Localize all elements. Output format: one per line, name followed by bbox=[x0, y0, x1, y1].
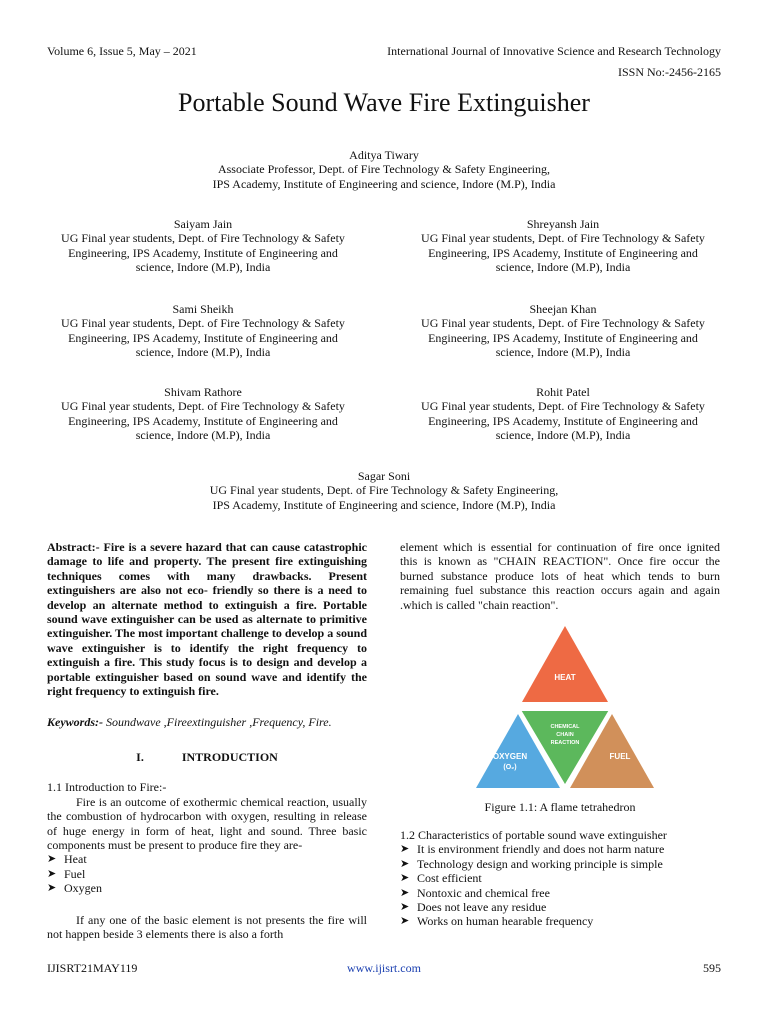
arrow-bullet-icon: ➤ bbox=[400, 857, 410, 870]
author-affiliation: Associate Professor, Dept. of Fire Technology & Safety Engineering, bbox=[217, 162, 551, 177]
volume-info: Volume 6, Issue 5, May – 2021 bbox=[47, 44, 197, 58]
list-item: ➤ Heat bbox=[47, 852, 87, 867]
author-name: Aditya Tiwary bbox=[349, 148, 419, 162]
arrow-bullet-icon: ➤ bbox=[400, 843, 410, 856]
list-item: ➤ Fuel bbox=[47, 866, 86, 881]
list-item: ➤ Works on human hearable frequency bbox=[400, 914, 594, 929]
fire-components-list bbox=[47, 852, 367, 895]
footer-website-wrap bbox=[0, 961, 768, 976]
author-affiliation: science, Indore (M.P), India bbox=[495, 427, 631, 442]
author-affiliation: IPS Academy, Institute of Engineering and science, Indore (M.P), India bbox=[212, 497, 556, 512]
author-block bbox=[38, 302, 368, 359]
fuel-label: FUEL bbox=[609, 752, 631, 761]
author-block bbox=[398, 302, 728, 359]
intro-paragraph: Fire is an outcome of exothermic chemical reaction, usually the combustion of hydrocarbon with oxygen, resulting in release of huge energy in form of heat, light and sound. Three basic components must be present to produce fire they are- bbox=[47, 794, 367, 852]
author-name: Shreyansh Jain bbox=[526, 217, 600, 231]
author-affiliation: Engineering, IPS Academy, Institute of Engineering and bbox=[68, 330, 338, 345]
author-block bbox=[398, 385, 728, 442]
oxygen-label: OXYGEN bbox=[492, 752, 528, 761]
list-item: ➤ Technology design and working principle is simple bbox=[400, 856, 663, 871]
arrow-bullet-icon: ➤ bbox=[400, 872, 410, 885]
author-affiliation: science, Indore (M.P), India bbox=[135, 259, 271, 274]
paper-title: Portable Sound Wave Fire Extinguisher bbox=[178, 88, 590, 117]
author-name: Sagar Soni bbox=[357, 469, 411, 483]
heat-label: HEAT bbox=[554, 673, 576, 682]
page-number: 595 bbox=[703, 961, 721, 975]
author-affiliation: science, Indore (M.P), India bbox=[135, 344, 271, 359]
list-item: ➤ Cost efficient bbox=[400, 871, 482, 886]
characteristics-list bbox=[400, 842, 720, 928]
center-label-line1: CHEMICAL bbox=[550, 724, 580, 730]
list-item: ➤ It is environment friendly and does not harm nature bbox=[400, 842, 665, 857]
abstract-text: Fire is a severe hazard that can cause catastrophic damage to life and property. The present fire extinguishing techniques comes with many drawbacks. Present extinguishers are also not eco- friendly so there is a need to develop an alternate method to extinguish a fire. Portable sound wave extinguisher can be used as alternate to primitive extinguisher. The most important challenge to develop a sound wave extinguisher is to identify the right frequency to extinguish a fire. This study focus is to design and develop a portable extinguisher based on sound wave and identify the right frequency to extinguish fire. bbox=[47, 540, 367, 699]
lead-author-block bbox=[0, 148, 768, 191]
author-affiliation: UG Final year students, Dept. of Fire Technology & Safety Engineering, bbox=[209, 483, 559, 498]
author-affiliation: science, Indore (M.P), India bbox=[495, 344, 631, 359]
arrow-bullet-icon: ➤ bbox=[400, 915, 410, 928]
abstract-label: Abstract:- bbox=[47, 540, 100, 554]
keywords bbox=[47, 715, 367, 729]
section-heading bbox=[47, 750, 367, 764]
author-affiliation: IPS Academy, Institute of Engineering and science, Indore (M.P), India bbox=[212, 176, 556, 191]
author-affiliation: Engineering, IPS Academy, Institute of Engineering and bbox=[428, 413, 698, 428]
author-affiliation: UG Final year students, Dept. of Fire Technology & Safety bbox=[421, 316, 705, 331]
author-affiliation: UG Final year students, Dept. of Fire Technology & Safety bbox=[421, 399, 705, 414]
author-block bbox=[38, 217, 368, 274]
author-name: Sami Sheikh bbox=[172, 302, 234, 316]
keywords-text: Soundwave ,Fireextinguisher ,Frequency, Fire. bbox=[103, 715, 332, 730]
author-affiliation: science, Indore (M.P), India bbox=[495, 259, 631, 274]
author-affiliation: Engineering, IPS Academy, Institute of Engineering and bbox=[68, 413, 338, 428]
center-label-line2: CHAIN bbox=[556, 732, 574, 738]
author-affiliation: UG Final year students, Dept. of Fire Technology & Safety bbox=[61, 231, 345, 246]
arrow-bullet-icon: ➤ bbox=[47, 853, 57, 866]
author-affiliation: UG Final year students, Dept. of Fire Technology & Safety bbox=[61, 316, 345, 331]
arrow-bullet-icon: ➤ bbox=[47, 882, 57, 895]
section-number: I. bbox=[136, 749, 144, 764]
center-label-line3: REACTION bbox=[550, 740, 580, 746]
keywords-label: Keywords:- bbox=[47, 715, 103, 730]
intro-paragraph-2: If any one of the basic element is not presents the fire will not happen beside 3 elements there is also a forth bbox=[47, 912, 367, 941]
author-block bbox=[398, 217, 728, 274]
abstract bbox=[47, 540, 367, 698]
issn: ISSN No:-2456-2165 bbox=[617, 65, 721, 79]
heat-triangle bbox=[522, 626, 608, 702]
author-name: Saiyam Jain bbox=[173, 217, 233, 231]
author-affiliation: science, Indore (M.P), India bbox=[135, 427, 271, 442]
subsection-title: 1.2 Characteristics of portable sound wave extinguisher bbox=[400, 828, 667, 842]
right-column bbox=[400, 540, 720, 612]
journal-name: International Journal of Innovative Science and Research Technology bbox=[387, 44, 721, 58]
left-column bbox=[47, 540, 367, 941]
list-item: ➤ Oxygen bbox=[47, 881, 102, 896]
list-item: ➤ Does not leave any residue bbox=[400, 900, 547, 915]
last-author-block bbox=[0, 469, 768, 512]
arrow-bullet-icon: ➤ bbox=[400, 886, 410, 899]
author-name: Shivam Rathore bbox=[164, 385, 242, 399]
footer-paper-id: IJISRT21MAY119 bbox=[47, 961, 138, 975]
chain-reaction-paragraph: element which is essential for continuation of fire once ignited this is known as "CHAIN REACTION". Once fire occur the burned substance produce lots of heat which tends to burn remaining fuel substance this reaction occurs again and again .which is called "chain reaction". bbox=[400, 540, 720, 612]
author-block bbox=[38, 385, 368, 442]
author-affiliation: Engineering, IPS Academy, Institute of Engineering and bbox=[428, 330, 698, 345]
section-title: INTRODUCTION bbox=[181, 749, 278, 764]
author-affiliation: Engineering, IPS Academy, Institute of Engineering and bbox=[428, 245, 698, 260]
website-link[interactable]: www.ijisrt.com bbox=[347, 961, 421, 975]
arrow-bullet-icon: ➤ bbox=[47, 867, 57, 880]
list-item: ➤ Nontoxic and chemical free bbox=[400, 885, 550, 900]
author-name: Rohit Patel bbox=[536, 385, 590, 399]
oxygen-formula: (O₂) bbox=[503, 764, 517, 771]
figure-caption: Figure 1.1: A flame tetrahedron bbox=[484, 800, 636, 814]
author-affiliation: UG Final year students, Dept. of Fire Technology & Safety bbox=[421, 231, 705, 246]
author-affiliation: Engineering, IPS Academy, Institute of Engineering and bbox=[68, 245, 338, 260]
subsection-title: 1.1 Introduction to Fire:- bbox=[47, 780, 167, 795]
flame-tetrahedron-figure bbox=[470, 624, 660, 794]
author-name: Sheejan Khan bbox=[529, 302, 597, 316]
right-column-lower bbox=[400, 828, 720, 929]
arrow-bullet-icon: ➤ bbox=[400, 901, 410, 914]
author-affiliation: UG Final year students, Dept. of Fire Technology & Safety bbox=[61, 399, 345, 414]
